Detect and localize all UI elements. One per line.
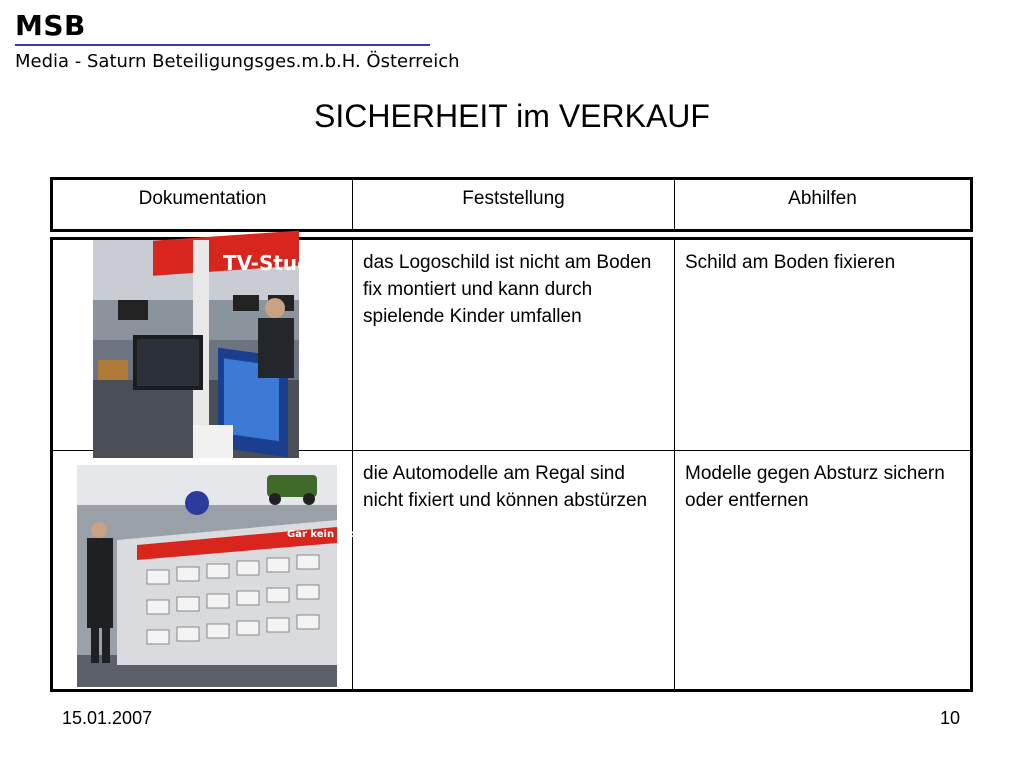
header-feststellung: Feststellung [353,180,675,229]
findings-table [50,237,973,692]
remedy-cell [675,451,970,689]
page-number: 10 [940,708,961,728]
finding-cell [353,240,675,450]
photo-banner-text: Gar kein Problem. [287,529,389,540]
table-row [53,451,970,689]
finding-text: das Logoschild ist nicht am Boden fix montiert und kann durch spielende Kinder umfallen [363,252,652,327]
documentation-cell [53,451,389,689]
finding-text: die Automodelle am Regal sind nicht fixiert und können abstürzen [363,463,648,511]
remedy-text: Modelle gegen Absturz sichern oder entfernen [685,463,945,511]
table-row [53,240,970,451]
photo-sign-text: TV-Stud [223,251,312,275]
remedy-text: Schild am Boden fixieren [685,252,896,273]
remedy-cell [675,240,970,450]
table-header [50,177,973,232]
header-dokumentation: Dokumentation [53,180,353,229]
header-abhilfen: Abhilfen [788,188,857,209]
logo-divider [15,44,430,46]
footer-date: 15.01.2007 [62,708,153,728]
finding-cell [353,451,675,689]
page-title: SICHERHEIT im VERKAUF [314,98,710,134]
store-photo-tv-studio-sign [93,240,312,458]
store-photo-car-models-shelf [77,465,389,687]
logo-subtitle: Media - Saturn Beteiligungsges.m.b.H. Österreich [15,51,460,72]
documentation-cell [53,240,353,450]
logo-title: MSB [15,9,86,42]
